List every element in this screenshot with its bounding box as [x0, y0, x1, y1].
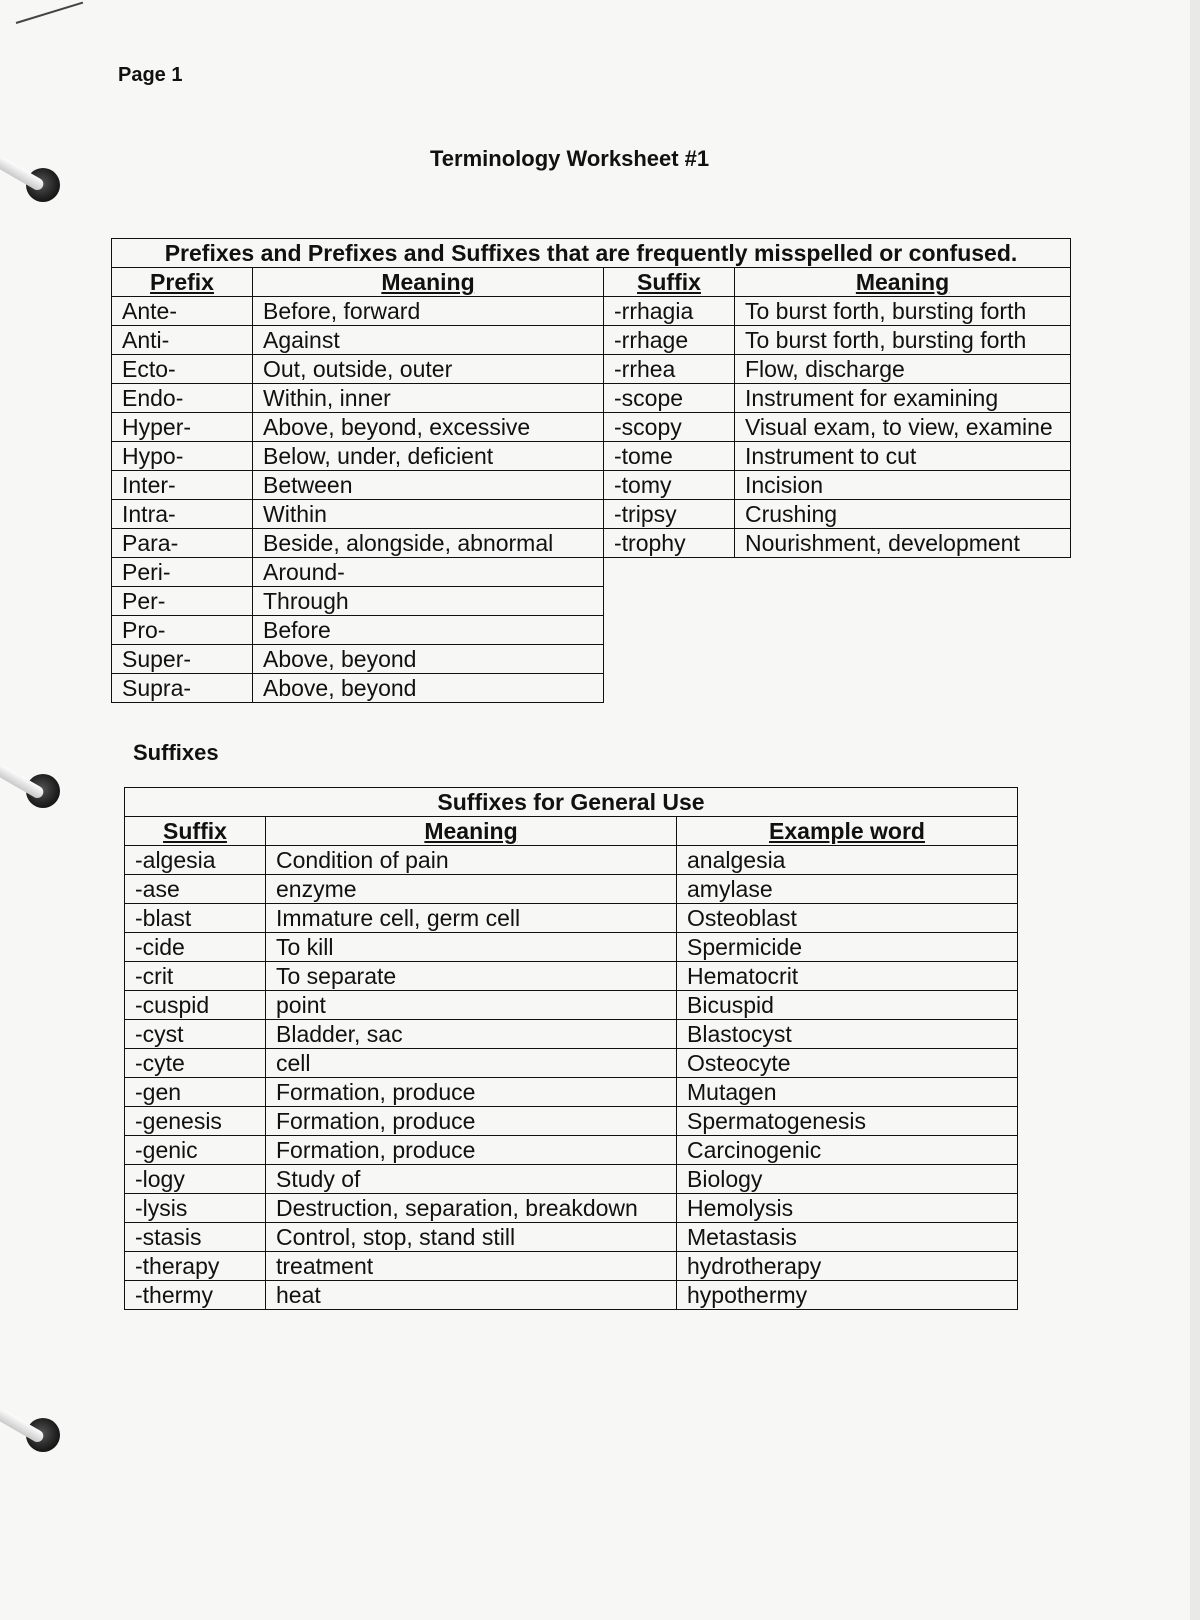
- column-header: Meaning: [253, 268, 604, 297]
- table-row: [125, 1107, 1018, 1136]
- table-row: [112, 413, 1071, 442]
- table-row: [112, 674, 1071, 703]
- example-word-cell: Biology: [677, 1165, 1018, 1194]
- meaning-cell: Control, stop, stand still: [266, 1223, 677, 1252]
- table-row: [125, 933, 1018, 962]
- suffix-cell: -tomy: [604, 471, 735, 500]
- suffix-cell: -rrhage: [604, 326, 735, 355]
- blank-cell: [735, 674, 1071, 703]
- meaning-cell: Formation, produce: [266, 1136, 677, 1165]
- blank-cell: [604, 674, 735, 703]
- example-word-cell: hypothermy: [677, 1281, 1018, 1310]
- table-row: [112, 355, 1071, 384]
- prefix-cell: Super-: [112, 645, 253, 674]
- prefix-cell: Para-: [112, 529, 253, 558]
- example-word-cell: amylase: [677, 875, 1018, 904]
- meaning-cell: To kill: [266, 933, 677, 962]
- example-word-cell: Blastocyst: [677, 1020, 1018, 1049]
- example-word-cell: Osteocyte: [677, 1049, 1018, 1078]
- meaning-cell: point: [266, 991, 677, 1020]
- suffix-meaning-cell: Visual exam, to view, examine: [735, 413, 1071, 442]
- example-word-cell: Carcinogenic: [677, 1136, 1018, 1165]
- table-row: [125, 1049, 1018, 1078]
- prefix-cell: Pro-: [112, 616, 253, 645]
- table-row: [125, 875, 1018, 904]
- suffix-cell: -rrhea: [604, 355, 735, 384]
- suffix-cell: -rrhagia: [604, 297, 735, 326]
- prefix-cell: Supra-: [112, 674, 253, 703]
- prefix-cell: Peri-: [112, 558, 253, 587]
- suffix-cell: -stasis: [125, 1223, 266, 1252]
- suffix-cell: -algesia: [125, 846, 266, 875]
- suffix-meaning-cell: Nourishment, development: [735, 529, 1071, 558]
- suffix-cell: -genesis: [125, 1107, 266, 1136]
- blank-cell: [735, 587, 1071, 616]
- prefix-table-caption: Prefixes and Prefixes and Suffixes that are frequently misspelled or confused.: [112, 239, 1071, 268]
- prefix-meaning-cell: Around-: [253, 558, 604, 587]
- table-row: [112, 587, 1071, 616]
- suffix-cell: -gen: [125, 1078, 266, 1107]
- blank-cell: [604, 558, 735, 587]
- prefix-meaning-cell: Out, outside, outer: [253, 355, 604, 384]
- table-row: [112, 326, 1071, 355]
- suffix-meaning-cell: Instrument to cut: [735, 442, 1071, 471]
- example-word-cell: Mutagen: [677, 1078, 1018, 1107]
- table-row: [112, 297, 1071, 326]
- prefix-meaning-cell: Within, inner: [253, 384, 604, 413]
- prefix-meaning-cell: Before: [253, 616, 604, 645]
- suffix-meaning-cell: Instrument for examining: [735, 384, 1071, 413]
- example-word-cell: Metastasis: [677, 1223, 1018, 1252]
- suffix-meaning-cell: Incision: [735, 471, 1071, 500]
- column-header: Meaning: [735, 268, 1071, 297]
- table-row: [125, 846, 1018, 875]
- blank-cell: [735, 616, 1071, 645]
- suffix-cell: -therapy: [125, 1252, 266, 1281]
- suffix-cell: -tripsy: [604, 500, 735, 529]
- prefix-meaning-cell: Against: [253, 326, 604, 355]
- prefix-meaning-cell: Above, beyond, excessive: [253, 413, 604, 442]
- meaning-cell: Formation, produce: [266, 1107, 677, 1136]
- prefix-meaning-cell: Beside, alongside, abnormal: [253, 529, 604, 558]
- suffix-cell: -scopy: [604, 413, 735, 442]
- prefix-cell: Anti-: [112, 326, 253, 355]
- suffix-cell: -thermy: [125, 1281, 266, 1310]
- prefix-meaning-cell: Below, under, deficient: [253, 442, 604, 471]
- suffix-meaning-cell: Flow, discharge: [735, 355, 1071, 384]
- suffixes-heading: Suffixes: [133, 740, 219, 765]
- meaning-cell: heat: [266, 1281, 677, 1310]
- suffix-cell: -crit: [125, 962, 266, 991]
- meaning-cell: To separate: [266, 962, 677, 991]
- table-row: [112, 558, 1071, 587]
- prefix-cell: Hypo-: [112, 442, 253, 471]
- prefix-meaning-cell: Between: [253, 471, 604, 500]
- table-row: [125, 991, 1018, 1020]
- meaning-cell: Bladder, sac: [266, 1020, 677, 1049]
- prefix-suffix-table: [111, 238, 1071, 703]
- example-word-cell: Spermatogenesis: [677, 1107, 1018, 1136]
- prefix-cell: Hyper-: [112, 413, 253, 442]
- prefix-cell: Ante-: [112, 297, 253, 326]
- table-row: [112, 500, 1071, 529]
- example-word-cell: Bicuspid: [677, 991, 1018, 1020]
- suffix-cell: -logy: [125, 1165, 266, 1194]
- suffix-cell: -cide: [125, 933, 266, 962]
- column-header: Suffix: [125, 817, 266, 846]
- table-row: [125, 1020, 1018, 1049]
- suffix-cell: -tome: [604, 442, 735, 471]
- column-header: Prefix: [112, 268, 253, 297]
- suffix-meaning-cell: To burst forth, bursting forth: [735, 297, 1071, 326]
- suffix-cell: -cuspid: [125, 991, 266, 1020]
- prefix-cell: Inter-: [112, 471, 253, 500]
- general-table-header-row: [125, 817, 1018, 846]
- meaning-cell: Condition of pain: [266, 846, 677, 875]
- suffix-cell: -blast: [125, 904, 266, 933]
- table-row: [125, 1194, 1018, 1223]
- table-row: [125, 1281, 1018, 1310]
- general-suffix-table: [124, 787, 1018, 1310]
- meaning-cell: cell: [266, 1049, 677, 1078]
- column-header: Suffix: [604, 268, 735, 297]
- table-row: [125, 904, 1018, 933]
- general-table-caption: Suffixes for General Use: [125, 788, 1018, 817]
- document-title: Terminology Worksheet #1: [430, 146, 710, 171]
- pen-mark: [16, 2, 84, 24]
- suffix-cell: -cyte: [125, 1049, 266, 1078]
- example-word-cell: analgesia: [677, 846, 1018, 875]
- example-word-cell: hydrotherapy: [677, 1252, 1018, 1281]
- prefix-meaning-cell: Before, forward: [253, 297, 604, 326]
- prefix-meaning-cell: Above, beyond: [253, 674, 604, 703]
- example-word-cell: Hematocrit: [677, 962, 1018, 991]
- page-label: Page 1: [118, 64, 183, 86]
- table-row: [125, 1136, 1018, 1165]
- table-row: [125, 962, 1018, 991]
- table-row: [125, 1078, 1018, 1107]
- meaning-cell: Destruction, separation, breakdown: [266, 1194, 677, 1223]
- table-row: [112, 384, 1071, 413]
- blank-cell: [735, 558, 1071, 587]
- table-row: [112, 645, 1071, 674]
- blank-cell: [604, 587, 735, 616]
- table-row: [125, 1165, 1018, 1194]
- meaning-cell: Study of: [266, 1165, 677, 1194]
- column-header: Example word: [677, 817, 1018, 846]
- prefix-cell: Per-: [112, 587, 253, 616]
- suffix-cell: -trophy: [604, 529, 735, 558]
- example-word-cell: Osteoblast: [677, 904, 1018, 933]
- suffix-cell: -lysis: [125, 1194, 266, 1223]
- prefix-meaning-cell: Through: [253, 587, 604, 616]
- meaning-cell: Formation, produce: [266, 1078, 677, 1107]
- prefix-meaning-cell: Within: [253, 500, 604, 529]
- table-row: [125, 1223, 1018, 1252]
- example-word-cell: Spermicide: [677, 933, 1018, 962]
- prefix-table-header-row: [112, 268, 1071, 297]
- blank-cell: [604, 616, 735, 645]
- table-row: [112, 471, 1071, 500]
- example-word-cell: Hemolysis: [677, 1194, 1018, 1223]
- prefix-cell: Intra-: [112, 500, 253, 529]
- table-row: [112, 616, 1071, 645]
- prefix-meaning-cell: Above, beyond: [253, 645, 604, 674]
- column-header: Meaning: [266, 817, 677, 846]
- table-row: [125, 1252, 1018, 1281]
- meaning-cell: enzyme: [266, 875, 677, 904]
- suffix-meaning-cell: Crushing: [735, 500, 1071, 529]
- prefix-cell: Ecto-: [112, 355, 253, 384]
- suffix-cell: -cyst: [125, 1020, 266, 1049]
- suffix-cell: -ase: [125, 875, 266, 904]
- table-row: [112, 442, 1071, 471]
- prefix-cell: Endo-: [112, 384, 253, 413]
- table-row: [112, 529, 1071, 558]
- blank-cell: [604, 645, 735, 674]
- suffix-meaning-cell: To burst forth, bursting forth: [735, 326, 1071, 355]
- blank-cell: [735, 645, 1071, 674]
- suffix-cell: -scope: [604, 384, 735, 413]
- meaning-cell: treatment: [266, 1252, 677, 1281]
- meaning-cell: Immature cell, germ cell: [266, 904, 677, 933]
- suffix-cell: -genic: [125, 1136, 266, 1165]
